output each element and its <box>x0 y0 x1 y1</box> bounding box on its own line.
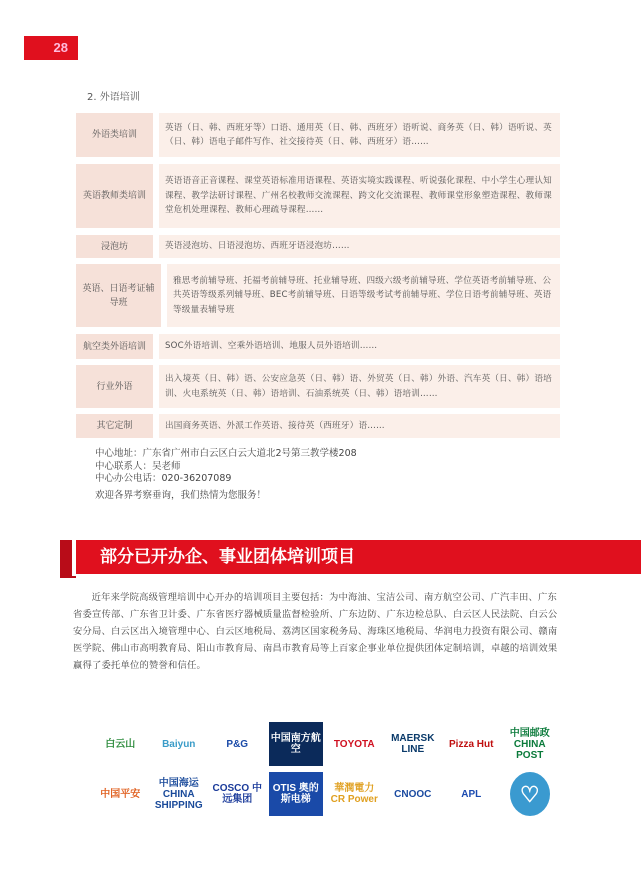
table-row <box>76 365 560 408</box>
table-row <box>76 414 560 438</box>
row-content: 英语（日、韩、西班牙等）口语、通用英（日、韩、西班牙）语听说、商务英（日、韩）语听说、英（日、韩）语电子邮件写作、社交接待英（日、韩、西班牙）语…… <box>159 113 560 157</box>
row-content: SOC外语培训、空乘外语培训、地服人员外语培训…… <box>159 334 560 359</box>
client-logo: CNOOC <box>386 772 441 816</box>
table-row <box>76 334 560 359</box>
section-title: 2. 外语培训 <box>87 92 140 103</box>
table-row <box>76 113 560 157</box>
table-row <box>76 264 560 327</box>
contact-address: 中心地址：广东省广州市白云区白云大道北2号第三教学楼208 <box>95 448 357 459</box>
client-logos <box>93 722 557 816</box>
client-logo: APL <box>444 772 499 816</box>
client-logo: P&G <box>210 722 265 766</box>
client-logo: Baiyun <box>152 722 207 766</box>
client-logo: 中国海运 CHINA SHIPPING <box>152 772 207 816</box>
row-content: 雅思考前辅导班、托福考前辅导班、托业辅导班、四级六级考前辅导班、学位英语考前辅导班、公共英语等级系列辅导班、BEC考前辅导班、日语等级考试考前辅导班、学位日语考前辅导班、英语等级量表辅导班 <box>167 264 560 327</box>
client-logo: 中国平安 <box>93 772 148 816</box>
client-logo: 中国南方航空 <box>269 722 324 766</box>
client-logo: TOYOTA <box>327 722 382 766</box>
client-logo: Pizza Hut <box>444 722 499 766</box>
contact-phone: 中心办公电话：020-36207089 <box>95 473 232 484</box>
row-label: 航空类外语培训 <box>76 334 153 359</box>
row-label: 浸泡坊 <box>76 235 153 258</box>
row-content: 英语语音正音课程、课堂英语标准用语课程、英语实境实践课程、听说强化课程、中小学生心理认知课程、教学法研讨课程、广州名校教师交流课程、跨文化交流课程、教师课堂形象塑造课程、教师课堂危机处理课程、教师心理疏导课程…… <box>159 164 560 228</box>
row-label: 其它定制 <box>76 414 153 438</box>
client-logo: 華潤電力 CR Power <box>327 772 382 816</box>
page-number: 28 <box>24 36 78 60</box>
client-logo: OTIS 奥的斯电梯 <box>269 772 324 816</box>
client-logo: ♡ <box>510 772 550 816</box>
client-logo: COSCO 中远集团 <box>210 772 265 816</box>
intro-paragraph: 近年来学院高级管理培训中心开办的培训项目主要包括：为中海油、宝洁公司、南方航空公司、广汽丰田、广东省委宣传部、广东省卫计委、广东省医疗器械质量监督检验所、广东边防、广东边检总队、白云区人民法院、白云公安分局、白云区出入境管理中心、白云区地税局、荔湾区国家税务局、海珠区地税局、华润电力投资有限公司、赣南医学院、佛山市高明教育局、阳山市教育局、南昌市教育局等上百家企事业单位提供团体定制培训，卓越的培训效果赢得了委托单位的赞誉和信任。 <box>73 592 558 671</box>
table-row <box>76 164 560 228</box>
row-label: 英语、日语考证辅导班 <box>76 264 161 327</box>
row-content: 出国商务英语、外派工作英语、接待英（西班牙）语…… <box>159 414 560 438</box>
welcome-text: 欢迎各界考察垂询，我们热情为您服务！ <box>95 489 267 501</box>
client-logo: 白云山 <box>93 722 148 766</box>
table-row <box>76 235 560 258</box>
row-label: 英语教师类培训 <box>76 164 153 228</box>
row-label: 外语类培训 <box>76 113 153 157</box>
section-banner: 部分已开办企、事业团体培训项目 <box>76 540 641 574</box>
contact-person: 中心联系人：吴老师 <box>95 460 181 472</box>
client-logo: MAERSK LINE <box>386 722 441 766</box>
row-label: 行业外语 <box>76 365 153 408</box>
client-logo: 中国邮政 CHINA POST <box>503 722 558 766</box>
row-content: 英语浸泡坊、日语浸泡坊、西班牙语浸泡坊…… <box>159 235 560 258</box>
row-content: 出入境英（日、韩）语、公安应急英（日、韩）语、外贸英（日、韩）外语、汽车英（日、韩）语培训、火电系统英（日、韩）语培训、石油系统英（日、韩）语培训…… <box>159 365 560 408</box>
contact-info <box>95 448 357 502</box>
